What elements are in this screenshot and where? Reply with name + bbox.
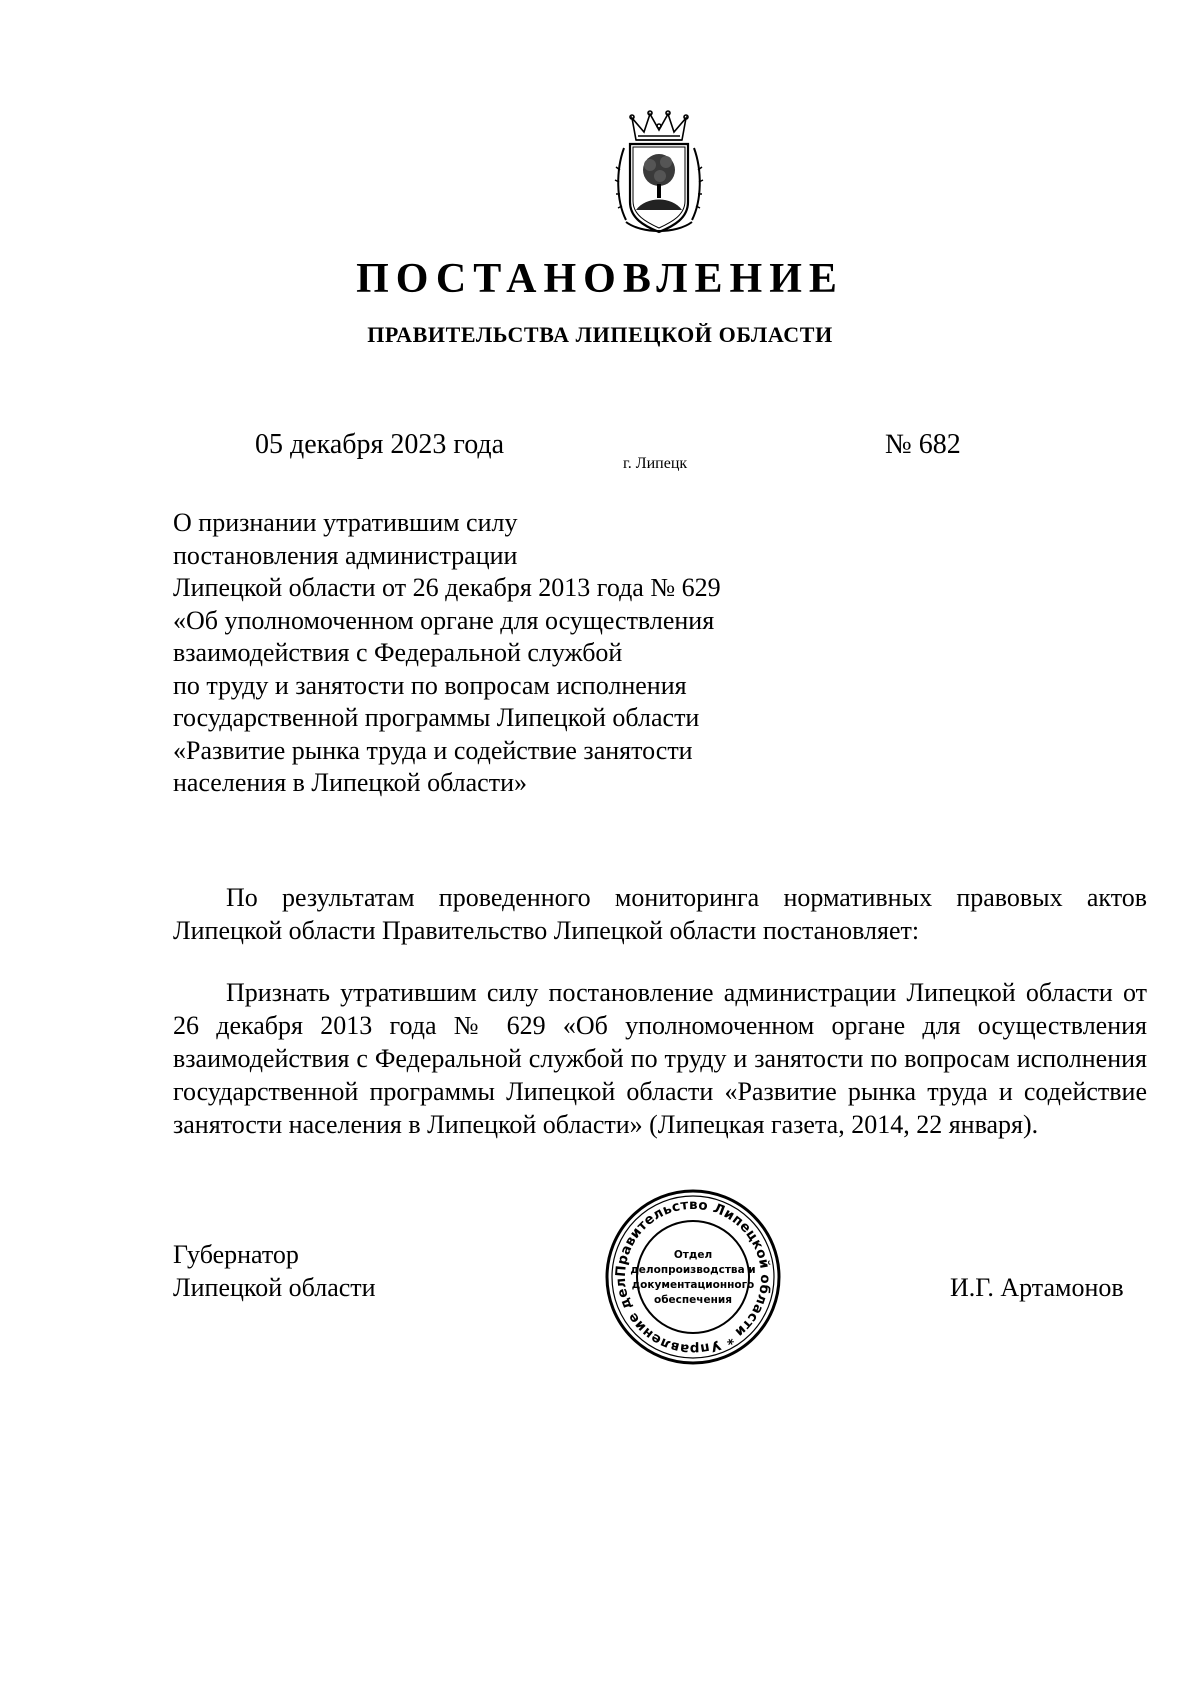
svg-text:документационного: документационного — [631, 1279, 755, 1291]
svg-text:обеспечения: обеспечения — [654, 1294, 732, 1306]
issuer-name: ПРАВИТЕЛЬСТВА ЛИПЕЦКОЙ ОБЛАСТИ — [367, 322, 833, 347]
subject-line: взаимодействия с Федеральной службой — [173, 638, 623, 667]
document-city: г. Липецк — [623, 455, 688, 472]
signer-name: И.Г. Артамонов — [950, 1273, 1124, 1302]
subject-line: О признании утратившим силу — [173, 508, 518, 537]
lipetsk-region-coat-of-arms-icon — [614, 110, 704, 238]
document-subject — [173, 507, 873, 800]
subject-line: государственной программы Липецкой области — [173, 703, 700, 732]
svg-text:Правительство Липецкой области: Правительство Липецкой области * Управление дел — [612, 1196, 774, 1358]
subject-line: постановления администрации — [173, 540, 518, 570]
subject-line: «Об уполномоченном органе для осуществления — [173, 605, 715, 635]
subject-line: по труду и занятости по вопросам исполнения — [173, 670, 687, 700]
subject-line: населения в Липецкой области» — [173, 768, 527, 797]
body-paragraph-resolution: Признать утратившим силу постановление администрации Липецкой области от 26 декабря 2013 года № 629 «Об уполномоченном органе для осуществления взаимодействия с Федеральной службой по труду и занятости по вопросам исполнения государственной программы Липецкой области «Развитие рынка труда и содействие занятости населения в Липецкой области» (Липецкая газета, 2014, 22 января). — [173, 978, 1147, 1139]
official-seal-stamp — [603, 1187, 783, 1367]
svg-text:Отдел: Отдел — [673, 1249, 713, 1261]
document-type-title: ПОСТАНОВЛЕНИЕ — [356, 256, 844, 302]
document-date: 05 декабря 2023 года — [255, 429, 505, 460]
signer-title — [173, 1238, 376, 1304]
svg-text:делопроизводства и: делопроизводства и — [630, 1264, 756, 1276]
body-paragraph-preamble: По результатам проведенного мониторинга нормативных правовых актов Липецкой области Правительство Липецкой области постановляет: — [173, 883, 1147, 945]
subject-line: Липецкой области от 26 декабря 2013 года № 629 — [173, 573, 721, 602]
signer-title-line: Липецкой области — [173, 1273, 376, 1302]
document-number: № 682 — [885, 429, 961, 460]
signer-title-line: Губернатор — [173, 1240, 299, 1269]
subject-line: «Развитие рынка труда и содействие занятости — [173, 735, 693, 765]
